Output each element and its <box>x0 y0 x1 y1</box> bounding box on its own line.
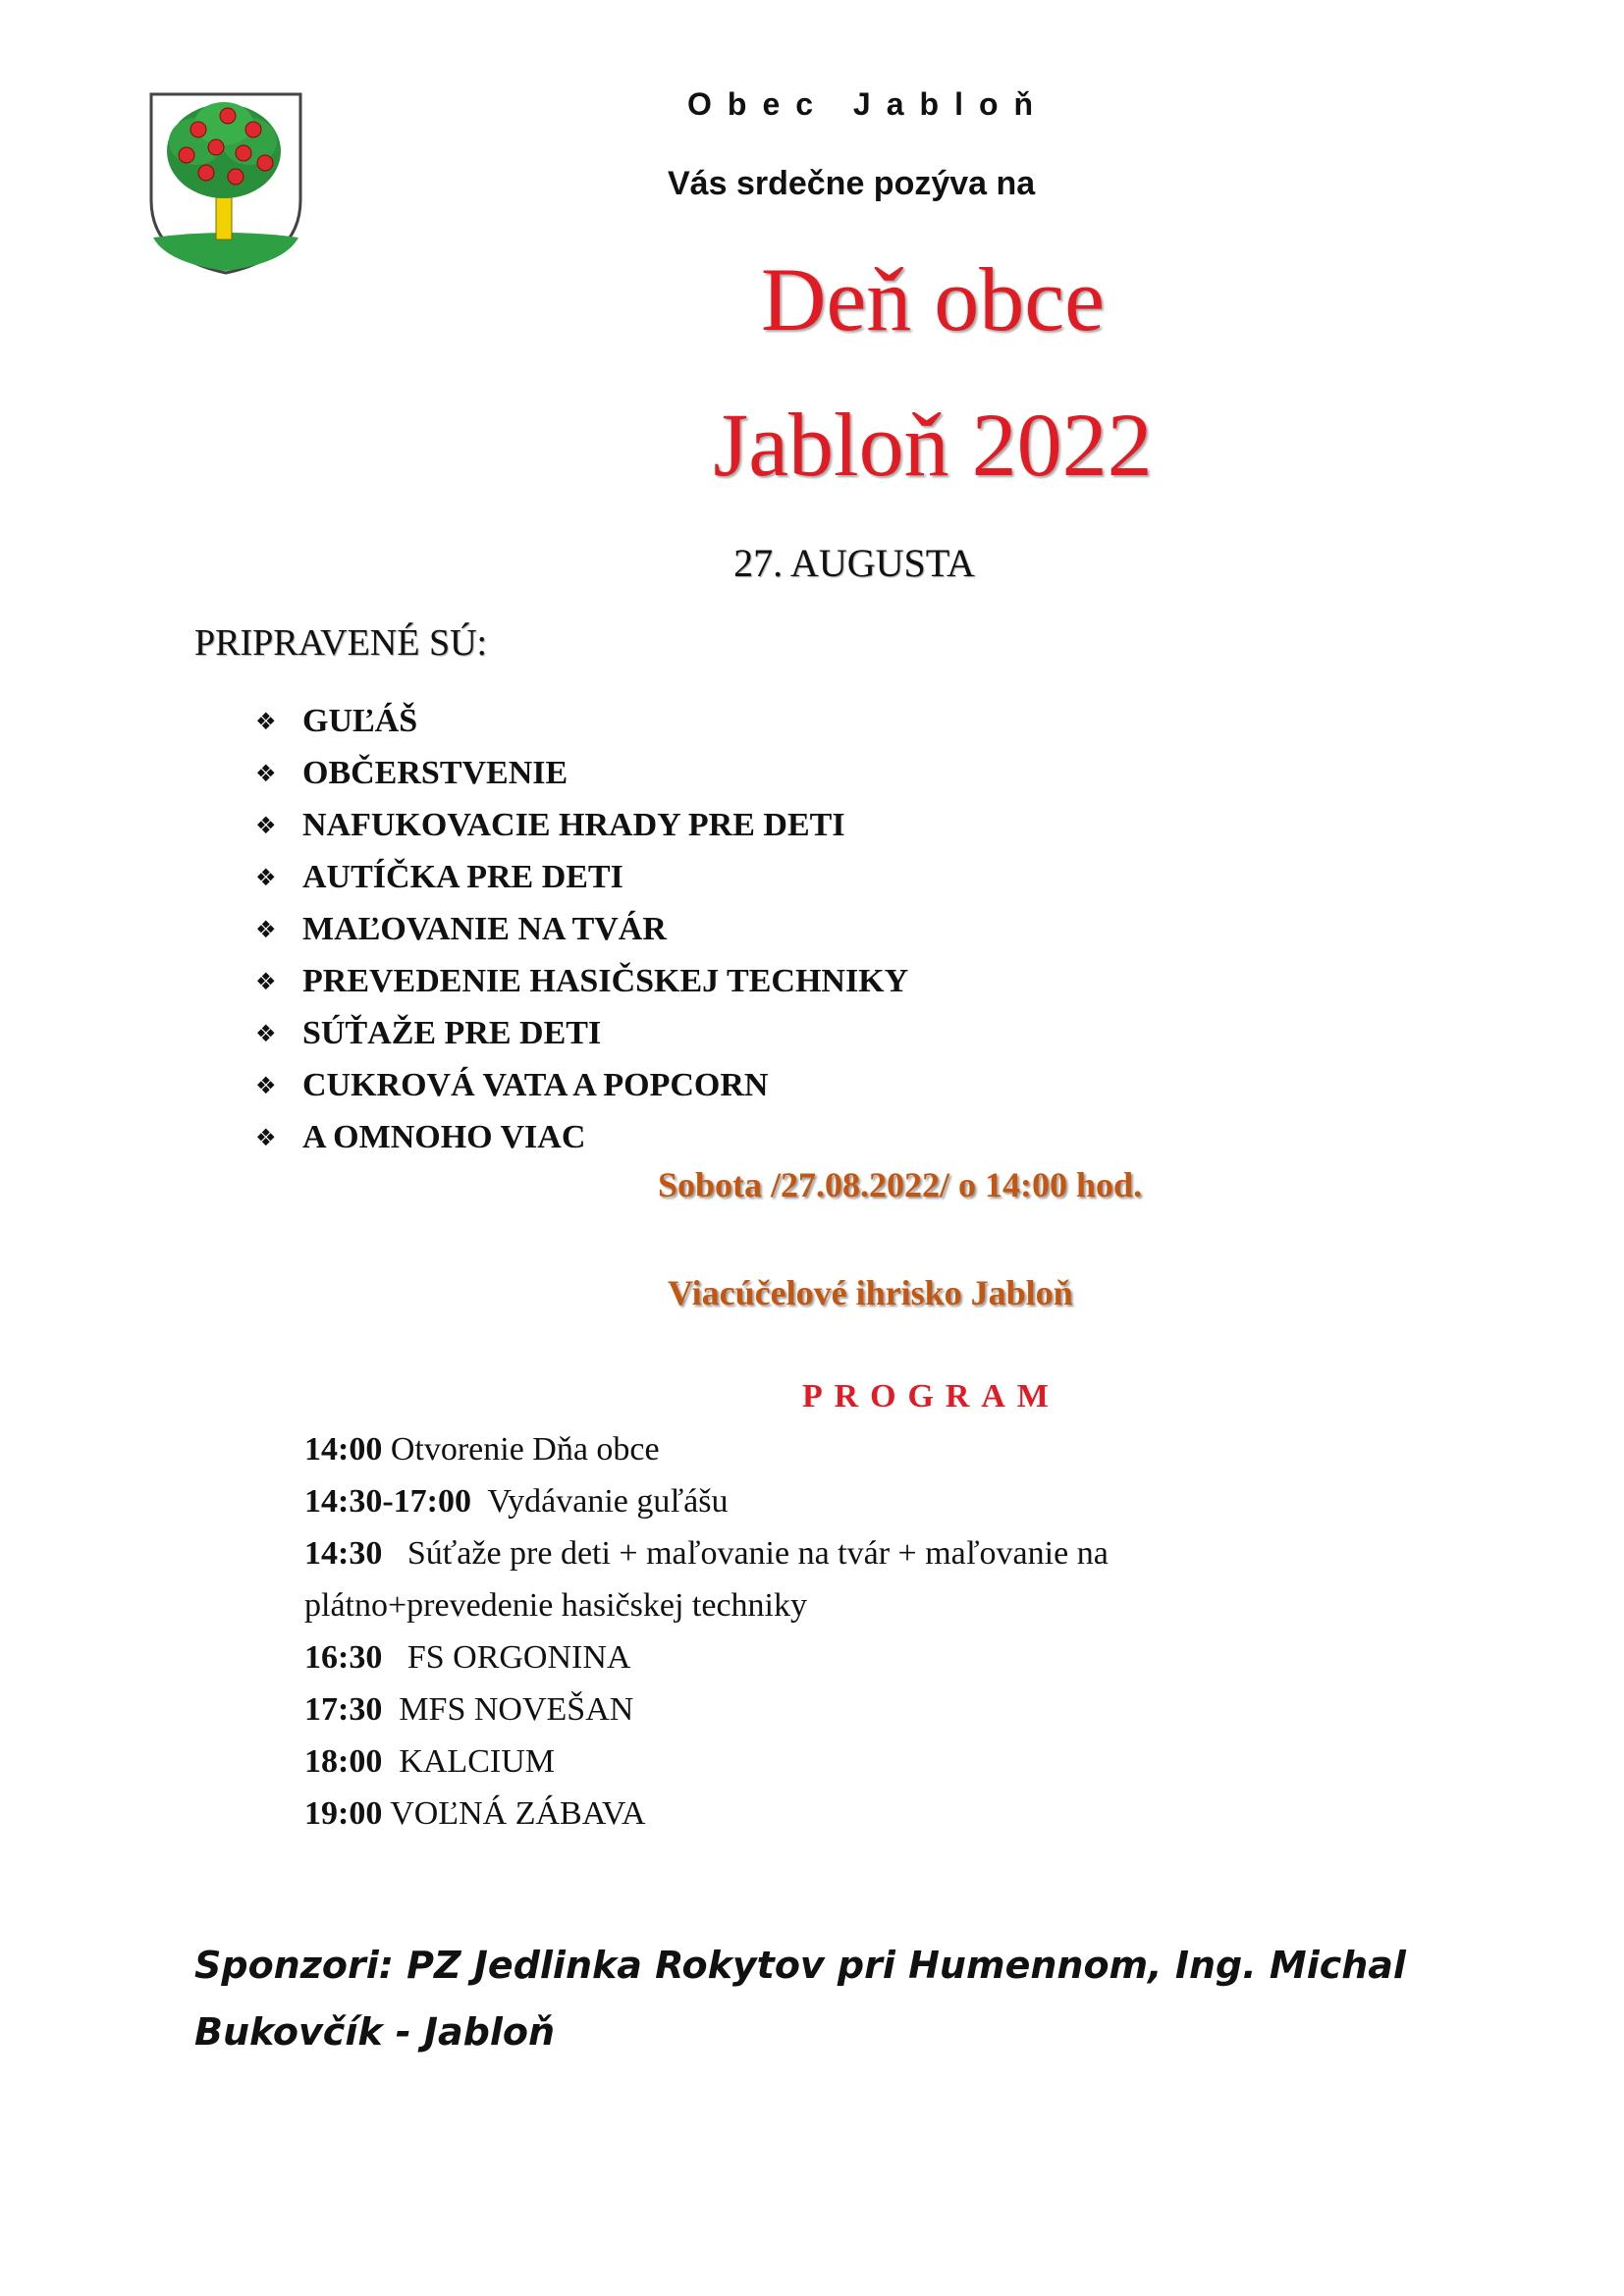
list-item-label: OBČERSTVENIE <box>302 754 568 791</box>
coat-of-arms-icon <box>147 90 304 277</box>
diamond-bullet-icon: ❖ <box>255 915 277 943</box>
program-activity: Súťaže pre deti + maľovanie na tvár + maľovanie na <box>382 1535 1109 1572</box>
list-item <box>255 851 908 903</box>
list-item <box>255 955 908 1007</box>
program-time: 18:00 <box>304 1743 383 1780</box>
program-time: 14:30 <box>304 1535 383 1572</box>
event-datetime: Sobota /27.08.2022/ o 14:00 hod. <box>658 1165 1143 1204</box>
diamond-bullet-icon: ❖ <box>255 863 277 891</box>
diamond-bullet-icon: ❖ <box>255 1071 277 1099</box>
list-item-label: AUTÍČKA PRE DETI <box>302 858 623 895</box>
program-row <box>304 1527 1384 1579</box>
program-time: 17:30 <box>304 1691 383 1728</box>
program-row <box>304 1788 1384 1840</box>
list-item <box>255 1059 908 1111</box>
program-activity: FS ORGONINA <box>382 1639 631 1676</box>
attractions-list <box>255 695 908 1163</box>
list-item-label: NAFUKOVACIE HRADY PRE DETI <box>302 806 845 843</box>
event-date: 27. AUGUSTA <box>733 541 975 585</box>
list-item <box>255 799 908 851</box>
program-time: 14:30-17:00 <box>304 1483 471 1520</box>
program-activity: Vydávanie guľášu <box>470 1483 729 1520</box>
list-item-label: SÚŤAŽE PRE DETI <box>302 1014 602 1051</box>
program-activity: Otvorenie Dňa obce <box>382 1431 660 1468</box>
list-item <box>255 903 908 955</box>
program-row <box>304 1475 1384 1527</box>
program-row <box>304 1579 1384 1631</box>
program-activity: VOĽNÁ ZÁBAVA <box>382 1795 646 1832</box>
prepared-heading: PRIPRAVENÉ SÚ: <box>194 622 488 664</box>
list-item-label: PREVEDENIE HASIČSKEJ TECHNIKY <box>302 962 909 999</box>
program-activity: plátno+prevedenie hasičskej techniky <box>304 1587 807 1624</box>
list-item-label: GUĽÁŠ <box>302 702 418 739</box>
program-heading: PROGRAM <box>802 1378 1060 1415</box>
program-time: 16:30 <box>304 1639 383 1676</box>
list-item-label: A OMNOHO VIAC <box>302 1118 586 1155</box>
program-time: 19:00 <box>304 1795 383 1832</box>
event-location: Viacúčelové ihrisko Jabloň <box>668 1273 1073 1312</box>
program-row <box>304 1735 1384 1788</box>
organizer-name: Obec Jabloň <box>687 86 1050 122</box>
list-item-label: CUKROVÁ VATA A POPCORN <box>302 1066 769 1103</box>
program-row <box>304 1423 1384 1475</box>
list-item <box>255 747 908 799</box>
program-activity: MFS NOVEŠAN <box>382 1691 634 1728</box>
diamond-bullet-icon: ❖ <box>255 967 277 995</box>
event-title-line1: Deň obce <box>761 249 1105 349</box>
event-title-line2: Jabloň 2022 <box>713 395 1153 495</box>
invitation-line: Vás srdečne pozýva na <box>668 165 1036 202</box>
program-row <box>304 1683 1384 1735</box>
sponsors-line: Sponzori: PZ Jedlinka Rokytov pri Humennom, Ing. Michal Bukovčík - Jabloň <box>194 1944 1406 2054</box>
program-schedule <box>304 1423 1384 1840</box>
list-item <box>255 1007 908 1059</box>
list-item-label: MAĽOVANIE NA TVÁR <box>302 910 667 947</box>
program-time: 14:00 <box>304 1431 383 1468</box>
program-row <box>304 1631 1384 1683</box>
list-item <box>255 1111 908 1163</box>
list-item <box>255 695 908 747</box>
diamond-bullet-icon: ❖ <box>255 759 277 787</box>
program-activity: KALCIUM <box>382 1743 555 1780</box>
diamond-bullet-icon: ❖ <box>255 811 277 839</box>
diamond-bullet-icon: ❖ <box>255 707 277 735</box>
diamond-bullet-icon: ❖ <box>255 1123 277 1151</box>
diamond-bullet-icon: ❖ <box>255 1019 277 1047</box>
